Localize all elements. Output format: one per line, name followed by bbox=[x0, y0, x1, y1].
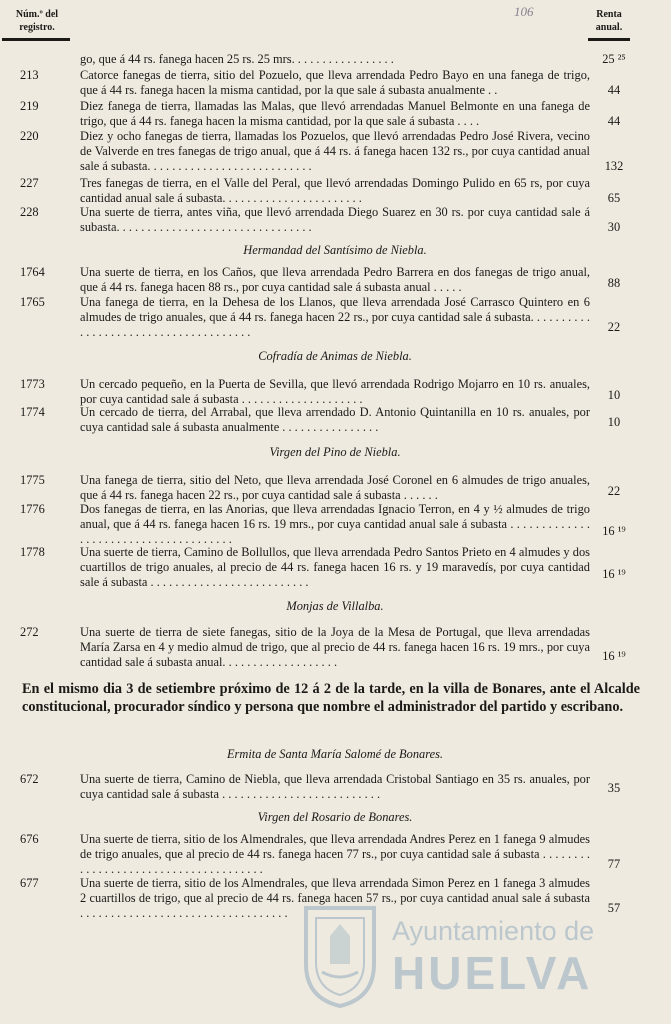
item-amount: 132 bbox=[604, 159, 624, 173]
item-number: 213 bbox=[20, 68, 39, 82]
item-text: Tres fanegas de tierra, en el Valle del Peral, que llevó arrendadas Domingo Pulido en 65 rs, por cuya cantidad anual sale á subasta. . . . . . . . . . . . . . . . . . . . . . . bbox=[80, 176, 590, 205]
item-amount: 44 bbox=[607, 114, 621, 128]
section-title: Cofradía de Animas de Niebla. bbox=[258, 349, 412, 363]
item-number: 672 bbox=[20, 772, 39, 786]
item-text: Catorce fanegas de tierra, sitio del Pozuelo, que lleva arrendada Pedro Bayo en una fanega de trigo, que á 44 rs. fanega hacen la misma cantidad, por la que sale á subasta anualmente . . bbox=[80, 68, 590, 97]
item-amount: 57 bbox=[607, 901, 621, 915]
item-text: Una fanega de tierra, sitio del Neto, que lleva arrendada José Coronel en 6 almudes de trigo anuales, que á 44 rs. fanega hacen 22 rs., por cuya cantidad sale á subasta . . . . . . bbox=[80, 473, 590, 502]
watermark-line-2: HUELVA bbox=[392, 947, 593, 999]
item-text: Diez fanega de tierra, llamadas las Malas, que llevó arrendadas Manuel Belmonte en una fanega de trigo, que á 44 rs. fanega hacen la misma cantidad, por la que sale á subasta . . . . bbox=[80, 99, 590, 128]
item-amount: 44 bbox=[607, 83, 621, 97]
item-text: Una suerte de tierra, Camino de Niebla, que lleva arrendada Cristobal Santiago en 35 rs. anuales, por cuya cantidad sale á subasta . . . . . . . . . . . . . . . . . . . . . . . . . . bbox=[80, 772, 590, 801]
item-text: Una suerte de tierra, en los Caños, que lleva arrendada Pedro Barrera en dos fanegas de trigo anual, que á 44 rs. fanega hacen 88 rs., por cuya cantidad sale á subasta anual . . . . . bbox=[80, 265, 590, 294]
item-number: 1776 bbox=[20, 502, 45, 516]
item-number: 1773 bbox=[20, 377, 45, 391]
item-text: Una suerte de tierra de siete fanegas, sitio de la Joya de la Mesa de Portugal, que lleva arrendadas María Zarsa en 4 y medio almud de trigo, que al precio de 44 rs. fanega hacen 16 rs. 19 mrs., por cuya cantidad sale á subasta anual. . . . . . . . . . . . . . . . . . . bbox=[80, 625, 590, 669]
item-number: 1774 bbox=[20, 405, 45, 419]
item-amount: 22 bbox=[607, 484, 621, 498]
watermark-line-1: Ayuntamiento de bbox=[392, 916, 595, 946]
header-label: registro. bbox=[19, 22, 55, 33]
item-text: Una fanega de tierra, en la Dehesa de los Llanos, que lleva arrendada José Carrasco Quintero en 6 almudes de trigo anuales, que á 44 rs. fanega hacen 22 rs., por cuya cantidad sale á subasta. . . . . . . . . . . . . . . . . . . . . . . . . . . . . . . . . . . . . . bbox=[80, 295, 590, 339]
item-text: go, que á 44 rs. fanega hacen 25 rs. 25 mrs. . . . . . . . . . . . . . . . . bbox=[80, 52, 394, 66]
item-text: Un cercado de tierra, del Arrabal, que lleva arrendado D. Antonio Quintanilla en 10 rs. anuales, por cuya cantidad sale á subasta anualmente . . . . . . . . . . . . . . . . bbox=[80, 405, 590, 434]
folio-number: 106 bbox=[514, 4, 534, 19]
item-number: 227 bbox=[20, 176, 39, 190]
item-amount: 16 ¹⁹ bbox=[602, 649, 626, 663]
item-amount: 10 bbox=[607, 388, 621, 402]
item-amount: 25 ²⁵ bbox=[602, 52, 626, 66]
item-amount: 88 bbox=[607, 276, 621, 290]
auction-notice: En el mismo dia 3 de setiembre próximo de 12 á 2 de la tarde, en la villa de Bonares, ante el Alcalde constitucional, procurador síndico y persona que nombre el administrador del partido y escribano. bbox=[22, 681, 640, 715]
item-amount: 16 ¹⁹ bbox=[602, 524, 626, 538]
section-title: Hermandad del Santísimo de Niebla. bbox=[243, 243, 427, 257]
header-label: anual. bbox=[595, 22, 623, 33]
item-amount: 22 bbox=[607, 320, 621, 334]
header-label: Núm.º del bbox=[15, 9, 59, 20]
item-number: 1765 bbox=[20, 295, 45, 309]
item-text: Una suerte de tierra, sitio de los Almendrales, que lleva arrendada Simon Perez en 1 fanega 3 almudes 2 cuartillos de trigo, que al precio de 44 rs. fanega hacen 57 rs., por cuya cantidad anual sale á subasta . . . . . . . . . . . . . . . . . . . . . . . . . . . . . . . . . . bbox=[80, 876, 590, 920]
coat-of-arms-icon bbox=[300, 902, 380, 1010]
item-number: 677 bbox=[20, 876, 39, 890]
item-text: Dos fanegas de tierra, en las Anorias, que lleva arrendadas Ignacio Terron, en 4 y ½ almudes de trigo anual, que á 44 rs. fanega hacen 16 rs. 19 mrs., por cuya cantidad anual sale á subasta . . . . . . . . . . . . . . . . . . . . . . . . . . . . . . . . . . . . . . bbox=[80, 502, 590, 546]
item-number: 1775 bbox=[20, 473, 45, 487]
archive-watermark bbox=[300, 902, 630, 1012]
section-title: Monjas de Villalba. bbox=[286, 599, 384, 613]
item-text: Un cercado pequeño, en la Puerta de Sevilla, que llevó arrendada Rodrigo Mojarro en 10 rs. anuales, por cuya cantidad sale á subasta . . . . . . . . . . . . . . . . . . . . bbox=[80, 377, 590, 406]
item-amount: 35 bbox=[607, 781, 621, 795]
section-title: Ermita de Santa María Salomé de Bonares. bbox=[226, 747, 443, 761]
item-number: 1764 bbox=[20, 265, 45, 279]
item-amount: 65 bbox=[607, 191, 621, 205]
item-number: 219 bbox=[20, 99, 39, 113]
item-text: Una suerte de tierra, antes viña, que llevó arrendada Diego Suarez en 30 rs. por cuya cantidad sale á subasta. . . . . . . . . . . . . . . . . . . . . . . . . . . . . . . . bbox=[80, 205, 590, 234]
annual-rent-header bbox=[588, 8, 630, 41]
item-amount: 77 bbox=[607, 857, 621, 871]
header-label: Renta bbox=[596, 9, 622, 20]
item-number: 220 bbox=[20, 129, 39, 143]
item-number: 676 bbox=[20, 832, 39, 846]
item-text: Diez y ocho fanegas de tierra, llamadas los Pozuelos, que llevó arrendadas Pedro José Rivera, vecino de Valverde en tres fanegas de trigo anual, que á 44 rs. á fanega hacen 132 rs., por cuya cantidad anual sale á subasta. . . . . . . . . . . . . . . . . . . . . . . . . . . bbox=[80, 129, 590, 173]
section-title: Virgen del Rosario de Bonares. bbox=[257, 810, 413, 824]
item-amount: 16 ¹⁹ bbox=[602, 567, 626, 581]
section-title: Virgen del Pino de Niebla. bbox=[269, 445, 401, 459]
header-rule bbox=[2, 38, 70, 41]
item-text: Una suerte de tierra, sitio de los Almendrales, que lleva arrendada Andres Perez en 1 fanega 9 almudes de trigo anuales, que al precio de 44 rs. fanega hacen 77 rs., por cuya cantidad sale á subasta . . . . . . . . . . . . . . . . . . . . . . . . . . . . . . . . . . . . . . bbox=[80, 832, 590, 876]
item-number: 228 bbox=[20, 205, 39, 219]
item-amount: 30 bbox=[607, 220, 621, 234]
item-number: 1778 bbox=[20, 545, 45, 559]
header-rule bbox=[588, 38, 630, 41]
item-text: Una suerte de tierra, Camino de Bollullos, que lleva arrendada Pedro Santos Prieto en 4 almudes y dos cuartillos de trigo anuales, al precio de 44 rs. fanega hacen 16 rs. y 19 maravedís, por cuya cantidad sale á subasta . . . . . . . . . . . . . . . . . . . . . . . . . . bbox=[80, 545, 590, 589]
registry-number-header bbox=[2, 8, 72, 41]
item-amount: 10 bbox=[607, 415, 621, 429]
item-number: 272 bbox=[20, 625, 39, 639]
